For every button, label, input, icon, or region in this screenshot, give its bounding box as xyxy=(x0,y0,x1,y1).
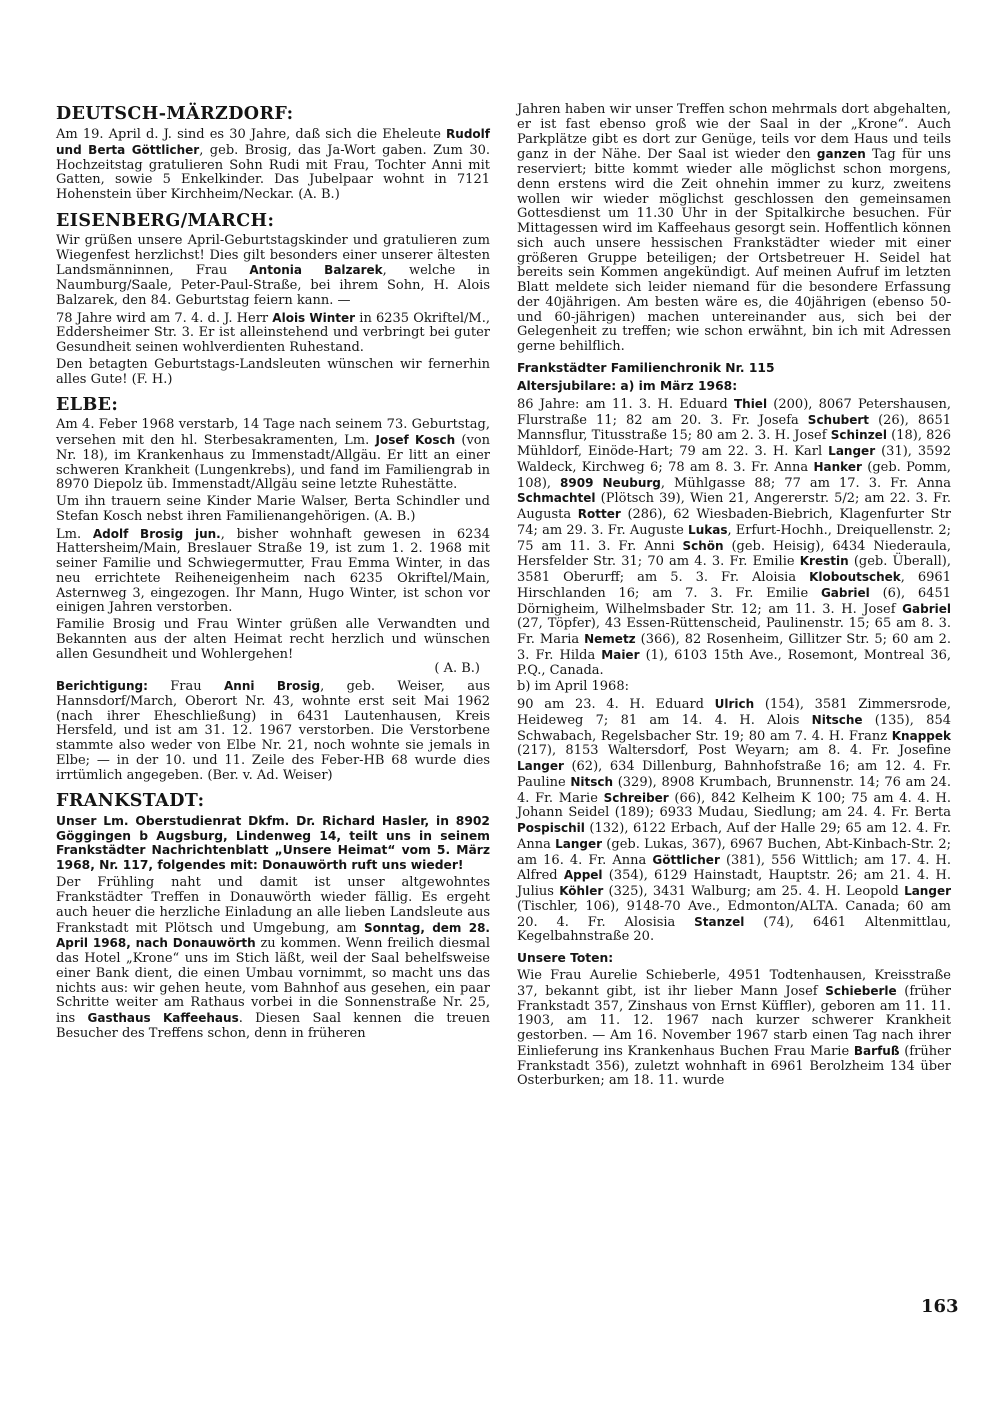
paragraph: Den betagten Geburtstags-Landsleuten wünschen wir fernerhin alles Gute! (F. H.) xyxy=(56,356,490,387)
paragraph: Am 19. April d. J. sind es 30 Jahre, daß sich die Eheleute Rudolf und Berta Göttlicher, geb. Brosig, das Ja-Wort gaben. Zum 30. Hochzeitstag gratulieren Sohn Rudi mit Frau, Tochter Anni mit Gatten, sowie 5 Enkelkinder. Das Jubelpaar wohnt in 7121 Hohenstein über Kirchheim/Neckar. (A. B.) xyxy=(56,127,490,202)
page-number: 163 xyxy=(921,1296,959,1317)
paragraph: Wir grüßen unsere April-Geburtstagskinder und gratulieren zum Wiegenfest herzlichst! Dies gilt besonders einer unserer ältesten Landsmänninnen, Frau Antonia Balzarek, welche in Naumburg/Saale, Peter-Paul-Straße, bei ihrem Sohn, H. Alois Balzarek, den 84. Geburtstag feiern kann. — xyxy=(56,232,490,308)
paragraph: Familie Brosig und Frau Winter grüßen alle Verwandten und Bekannten aus der alten Heimat recht herzlich und wünschen allen Gesundheit und Wohlergehen! xyxy=(56,617,490,662)
left-column xyxy=(56,103,490,1044)
subheading-april: b) im April 1968: xyxy=(517,679,629,695)
heading-altersjubilare: Altersjubilare: a) im März 1968: xyxy=(517,378,738,393)
paragraph: 90 am 23. 4. H. Eduard Ulrich (154), 3581 Zimmersrode, Heideweg 7; 81 am 14. 4. H. Alois Nitsche (135), 854 Schwabach, Regelsbacher Str. 19; 80 am 7. 4. H. Franz Knappek (217), 8153 Waltersdorf, Post Weyarn; am 8. 4. Fr. Josefine Langer (62), 634 Dillenburg, Bahnhofstraße 16; am 12. 4. Fr. Pauline Nitsch (329), 8908 Krumbach, Brunnenstr. 14; 76 am 24. 4. Fr. Marie Schreiber (66), 842 Kelheim K 100; 75 am 4. 4. H. Johann Seidel (189); 6933 Mudau, Siedlung; am 24. 4. Fr. Berta Pospischil (132), 6122 Erbach, Auf der Halle 29; 65 am 12. 4. Fr. Anna Langer (geb. Lukas, 367), 6967 Buchen, Abt-Kinbach-Str. 2; am 16. 4. Fr. Anna Göttlicher (381), 556 Wittlich; am 17. 4. H. Alfred Appel (354), 6129 Hainstadt, Hauptstr. 26; am 21. 4. H. Julius Köhler (325), 3431 Walburg; am 25. 4. H. Leopold Langer (Tischler, 106), 9148-70 Ave., Edmonton/ALTA. Canada; 60 am 20. 4. Fr. Alosisia Stanzel (74), 6461 Altenmittlau, Kegelbahnstraße 20. xyxy=(517,697,952,945)
heading-frankstadt: FRANKSTADT: xyxy=(56,791,205,812)
paragraph: 86 Jahre: am 11. 3. H. Eduard Thiel (200), 8067 Petershausen, Flurstraße 11; 82 am 20. 3. Fr. Josefa Schubert (26), 8651 Mannsflur, Titusstraße 15; 80 am 2. 3. H. Josef Schinzel (18), 826 Mühldorf, Einöde-Hart; 79 am 22. 3. H. Karl Langer (31), 3592 Waldeck, Kirchweg 6; 78 am 8. 3. Fr. Anna Hanker (geb. Pomm, 108), 8909 Neuburg, Mühlgasse 88; 77 am 17. 3. Fr. Anna Schmachtel (Plötsch 39), Wien 21, Angererstr. 5/2; am 22. 3. Fr. Augusta Rotter (286), 62 Wiesbaden-Biebrich, Klagenfurter Str 74; am 29. 3. Fr. Auguste Lukas, Erfurt-Hochh., Dreiquellenstr. 2; 75 am 11. 3. Fr. Anni Schön (geb. Heisig), 6434 Niederaula, Hersfelder Str. 31; 70 am 4. 3. Fr. Emilie Krestin (geb. Überall), 3581 Oberurff; am 5. 3. Fr. Aloisia Kloboutschek, 6961 Hirschlanden 16; am 7. 3. Fr. Emilie Gabriel (6), 6451 Dörnigheim, Wilhelmsbader Str. 12; am 11. 3. H. Josef Gabriel (27, Töpfer), 43 Essen-Rüttenscheid, Paulinenstr. 15; 65 am 8. 3. Fr. Maria Nemetz (366), 82 Rosenheim, Gillitzer Str. 5; 60 am 2. 3. Fr. Hilda Maier (1), 6103 15th Ave., Rosemont, Montreal 36, P.Q., Canada. xyxy=(517,396,952,678)
heading-deutsch-maerzdorf: DEUTSCH-MÄRZDORF: xyxy=(56,104,294,124)
heading-eisenberg: EISENBERG/MARCH: xyxy=(56,210,275,231)
heading-elbe: ELBE: xyxy=(56,395,119,416)
heading-familienchronik: Frankstädter Familienchronik Nr. 115 xyxy=(517,360,775,375)
paragraph: Wie Frau Aurelie Schieberle, 4951 Todtenhausen, Kreisstraße 37, bekannt gibt, ist ihr lieber Mann Josef Schieberle (früher Frankstadt 357, Zinshaus von Ernst Küffler), geboren am 11. 11. 1903, am 11. 12. 1967 nach kurzer schwerer Krankheit gestorben. — Am 16. November 1967 starb einen Tag nach ihrer Einlieferung ins Krankenhaus Buchen Frau Marie Barfuß (früher Frankstadt 356), zuletzt wohnhaft in 6961 Berolzheim 134 über Osterburken; am 18. 11. wurde xyxy=(517,968,951,1089)
right-column xyxy=(517,103,951,1091)
paragraph: Jahren haben wir unser Treffen schon mehrmals dort abgehalten, er ist fast ebenso groß wie der Saal in der „Krone“. Auch Parkplätze gibt es dort zur Genüge, teils vor dem Haus und teils ganz in der Nähe. Der Saal ist wieder den ganzen Tag für uns reserviert; bitte kommt wieder alle möglichst schon morgens, denn erstens wird die Zeit ohnehin immer zu kurz, zweitens wollen wir wieder möglichst geschlossen den gemeinsamen Gottesdienst um 11.30 Uhr in der Spitalkirche besuchen. Für Mittagessen wird im Kaffeehaus gesorgt sein. Hoffentlich können sich auch unsere hessischen Frankstädter wieder mit einer größeren Gruppe beteiligen; der Ortsbetreuer H. Seidel hat bereits sein Kommen angekündigt. Auf meinen Aufruf im letzten Blatt meldete sich leider niemand für die besondere Erfassung der 40jährigen. Am besten wäre es, die 40jährigen (ebenso 50- und 60-jährigen) machen untereinander aus, sich bei der Gelegenheit zu treffen; wie schon erwähnt, bin ich mit Adressen gerne behilflich. xyxy=(517,102,951,354)
paragraph: Berichtigung: Frau Anni Brosig, geb. Weiser, aus Hannsdorf/March, Oberort Nr. 43, wohnte erst seit Mai 1962 (nach ihrer Eheschließung) in 6431 Lautenhausen, Kreis Hersfeld, und ist am 31. 12. 1967 verstorben. Die Verstorbene stammte also weder von Elbe Nr. 21, noch wohnte sie jemals in Elbe; — in der 10. und 11. Zeile des Feber-HB 68 wurde dies irrtümlich angegeben. (Ber. v. Ad. Weiser) xyxy=(56,679,491,783)
paragraph: Um ihn trauern seine Kinder Marie Walser, Berta Schindler und Stefan Kosch nebst ihren Familienangehörigen. (A. B.) xyxy=(56,494,490,524)
paragraph: 78 Jahre wird am 7. 4. d. J. Herr Alois Winter in 6235 Okriftel/M., Eddersheimer Str. 3. Er ist alleinstehend und verbringt bei guter Gesundheit seinen wohlverdienten Ruhestand. xyxy=(56,310,490,355)
signature: ( A. B.) xyxy=(434,661,480,677)
paragraph: Am 4. Feber 1968 verstarb, 14 Tage nach seinem 73. Geburtstag, versehen mit den hl. Sterbesakramenten, Lm. Josef Kosch (von Nr. 18), im Krankenhaus zu Immenstadt/Allgäu. Er litt an einer schweren Krankheit (Lungenkrebs), und fand im Familiengrab in 8970 Diepolz üb. Immenstadt/Allgäu seine letzte Ruhestätte. xyxy=(56,417,490,493)
heading-unsere-toten: Unsere Toten: xyxy=(517,951,614,965)
paragraph: Lm. Adolf Brosig jun., bisher wohnhaft gewesen in 6234 Hattersheim/Main, Breslauer Straße 19, ist zum 1. 2. 1968 mit seiner Familie und Schwiegermutter, Frau Emma Winter, in das neu errichtete Reiheneigenheim nach 6235 Okriftel/Main, Asternweg 3, eingezogen. Ihr Mann, Hugo Winter, ist schon vor einigen Jahren verstorben. xyxy=(56,526,490,616)
paragraph: Der Frühling naht und damit ist unser altgewohntes Frankstädter Treffen in Donauwörth wieder fällig. Es ergeht auch heuer die herzliche Einladung an alle lieben Landsleute aus Frankstadt mit Plötsch und Umgebung, am Sonntag, dem 28. April 1968, nach Donauwörth zu kommen. Wenn freilich diesmal das Hotel „Krone“ uns im Stich läßt, weil der Saal behelfsweise einer Bank dient, die einen Umbau vornimmt, so macht uns das nichts aus: wir gehen heute, vom Bahnhof aus gesehen, ein paar Schritte weiter am Rathaus vorbei in die Sonnenstraße Nr. 25, ins Gasthaus Kaffeehaus. Diesen Saal kennen die treuen Besucher des Treffens schon, denn in früheren xyxy=(56,875,490,1041)
lead-paragraph: Unser Lm. Oberstudienrat Dkfm. Dr. Richard Hasler, in 8902 Göggingen b Augsburg, Lindenweg 14, teilt uns in seinem Frankstädter Nachrichtenblatt „Unsere Heimat“ vom 5. März 1968, Nr. 117, folgendes mit: Donauwörth ruft uns wieder! xyxy=(56,814,490,872)
